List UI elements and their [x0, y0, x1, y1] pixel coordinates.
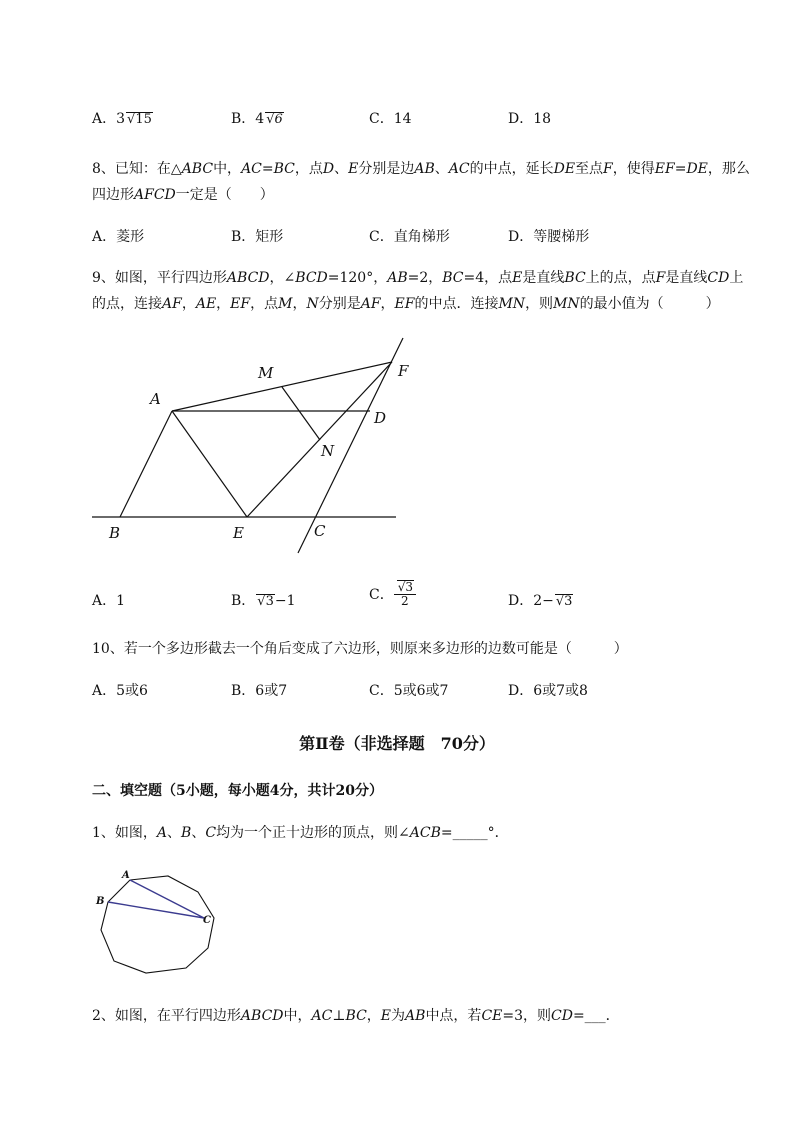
- text: 是直线: [665, 270, 708, 286]
- var: F: [655, 270, 666, 286]
- var: BC: [564, 270, 586, 286]
- text: ，∠: [269, 270, 296, 286]
- var: AB: [405, 1008, 426, 1024]
- option-label: B．4: [231, 111, 265, 127]
- q10-option-b: B．6或7: [231, 683, 288, 699]
- var: CD: [551, 1008, 573, 1024]
- q10-option-d: D．6或7或8: [508, 683, 588, 699]
- label-n: N: [321, 442, 335, 460]
- decagon: [101, 876, 214, 973]
- sqrt-symbol: √15: [127, 112, 152, 127]
- var: AB: [387, 270, 408, 286]
- text: 1、如图，: [92, 825, 157, 841]
- var: EF: [230, 296, 251, 312]
- q10-option-c: C．5或6或7: [369, 683, 449, 699]
- part2-title: 第Ⅱ卷（非选择题 70分）: [299, 734, 495, 753]
- var: ABC: [181, 161, 214, 177]
- radicand: 3: [405, 580, 414, 594]
- var: AE: [195, 296, 217, 312]
- text: ，: [380, 296, 395, 312]
- var: AC: [311, 1008, 333, 1024]
- text: 的最小值为（ ）: [579, 296, 720, 312]
- var: BCD: [295, 270, 328, 286]
- text: 均为一个正十边形的顶点，则∠: [216, 825, 410, 841]
- text: 一定是（ ）: [175, 187, 274, 203]
- var: DE: [553, 161, 576, 177]
- var: C: [205, 825, 217, 841]
- text: 的中点，延长: [469, 161, 554, 177]
- option-label: C．: [369, 587, 394, 604]
- var: E: [348, 161, 359, 177]
- decagon-label-b: B: [96, 896, 105, 907]
- var: DE: [686, 161, 708, 177]
- var: AF: [162, 296, 182, 312]
- var: EF: [394, 296, 415, 312]
- text: 、: [434, 161, 449, 177]
- label-a: A: [150, 390, 161, 408]
- text: ，: [292, 296, 307, 312]
- var: CE: [481, 1008, 503, 1024]
- radicand: 3: [265, 594, 274, 609]
- q8-option-b: B．矩形: [231, 229, 284, 245]
- text: 的点，连接: [92, 296, 162, 312]
- text: =_____°．: [440, 825, 509, 841]
- text: 上的点，点: [585, 270, 656, 286]
- label-e: E: [233, 524, 244, 542]
- section-heading: 二、填空题（5小题，每小题4分，共计20分）: [92, 783, 383, 799]
- q10-option-a: A．5或6: [92, 683, 148, 699]
- sqrt-symbol: √3: [555, 594, 573, 609]
- var: AF: [360, 296, 381, 312]
- var: MN: [498, 296, 526, 312]
- text: ，: [181, 296, 196, 312]
- option-label: D．2−: [508, 593, 554, 609]
- var: BC: [442, 270, 464, 286]
- q8-option-a: A．菱形: [92, 229, 145, 245]
- option-label: A．3: [92, 111, 126, 127]
- var: AB: [414, 161, 435, 177]
- label-m: M: [258, 364, 274, 382]
- var: F: [603, 161, 613, 177]
- var: AC: [241, 161, 262, 177]
- text: 8、已知：在△: [92, 161, 182, 177]
- text: ，: [216, 296, 231, 312]
- text: 中，: [283, 1008, 312, 1024]
- text: ，点: [294, 161, 323, 177]
- text: 分别是: [318, 296, 361, 312]
- sqrt-symbol: √3: [397, 580, 414, 594]
- var: D: [322, 161, 335, 177]
- sqrt-symbol: √6: [266, 112, 283, 127]
- text: 是直线: [522, 270, 565, 286]
- denominator: 2: [401, 594, 409, 609]
- text: =: [674, 161, 687, 177]
- var: AFCD: [134, 187, 176, 203]
- q10-stem: 10、若一个多边形截去一个角后变成了六边形，则原来多边形的边数可能是（ ）: [92, 641, 628, 657]
- radicand: 6: [274, 112, 283, 127]
- text: =: [261, 161, 274, 177]
- label-c: C: [314, 522, 326, 540]
- q8-option-c: C．直角梯形: [369, 229, 450, 245]
- text: =4，点: [463, 270, 513, 286]
- var: BC: [273, 161, 295, 177]
- text: ，则: [525, 296, 554, 312]
- text: 分别是边: [358, 161, 415, 177]
- var: BC: [345, 1008, 367, 1024]
- radicand: 3: [564, 594, 573, 609]
- option-label: B．: [231, 593, 256, 609]
- text: −1: [274, 593, 296, 609]
- var: N: [306, 296, 319, 312]
- text: 上: [729, 270, 744, 286]
- text: =3，则: [502, 1008, 552, 1024]
- text: 至点: [575, 161, 604, 177]
- q7-option-c: C．14: [369, 111, 412, 127]
- text: 、: [334, 161, 349, 177]
- text: 、: [167, 825, 182, 841]
- text: 为: [391, 1008, 406, 1024]
- radicand: 15: [135, 112, 152, 127]
- var: AC: [448, 161, 470, 177]
- label-b: B: [109, 524, 121, 542]
- var: MN: [553, 296, 580, 312]
- var: M: [278, 296, 293, 312]
- q7-option-d: D．18: [508, 111, 552, 127]
- var: A: [156, 825, 168, 841]
- text: ⊥: [332, 1008, 346, 1024]
- text: ，使得: [612, 161, 655, 177]
- f2-stem: [92, 1005, 620, 1025]
- text: 中，: [213, 161, 242, 177]
- text: 中点，若: [425, 1008, 482, 1024]
- text: 、: [191, 825, 206, 841]
- text: =120°，: [327, 270, 388, 286]
- text: ，点: [250, 296, 279, 312]
- var: E: [512, 270, 523, 286]
- text: 的中点．连接: [414, 296, 499, 312]
- q8-option-d: D．等腰梯形: [508, 229, 590, 245]
- var: ABCD: [240, 1008, 284, 1024]
- text: ，: [366, 1008, 381, 1024]
- var: EF: [654, 161, 675, 177]
- decagon-label-a: A: [122, 870, 130, 881]
- var: ABCD: [226, 270, 270, 286]
- text: 四边形: [92, 187, 134, 203]
- label-d: D: [374, 409, 387, 427]
- text: =2，: [407, 270, 443, 286]
- text: =___．: [572, 1008, 620, 1024]
- text: 9、如图，平行四边形: [92, 270, 227, 286]
- var: CD: [707, 270, 730, 286]
- var: E: [380, 1008, 392, 1024]
- q9-option-a: A．1: [92, 593, 126, 609]
- text: ，那么: [707, 161, 750, 177]
- label-f: F: [398, 362, 409, 380]
- var: B: [181, 825, 192, 841]
- sqrt-symbol: √3: [257, 594, 274, 609]
- text: 2、如图，在平行四边形: [92, 1008, 241, 1024]
- decagon-label-c: C: [203, 915, 211, 926]
- var: ACB: [409, 825, 441, 841]
